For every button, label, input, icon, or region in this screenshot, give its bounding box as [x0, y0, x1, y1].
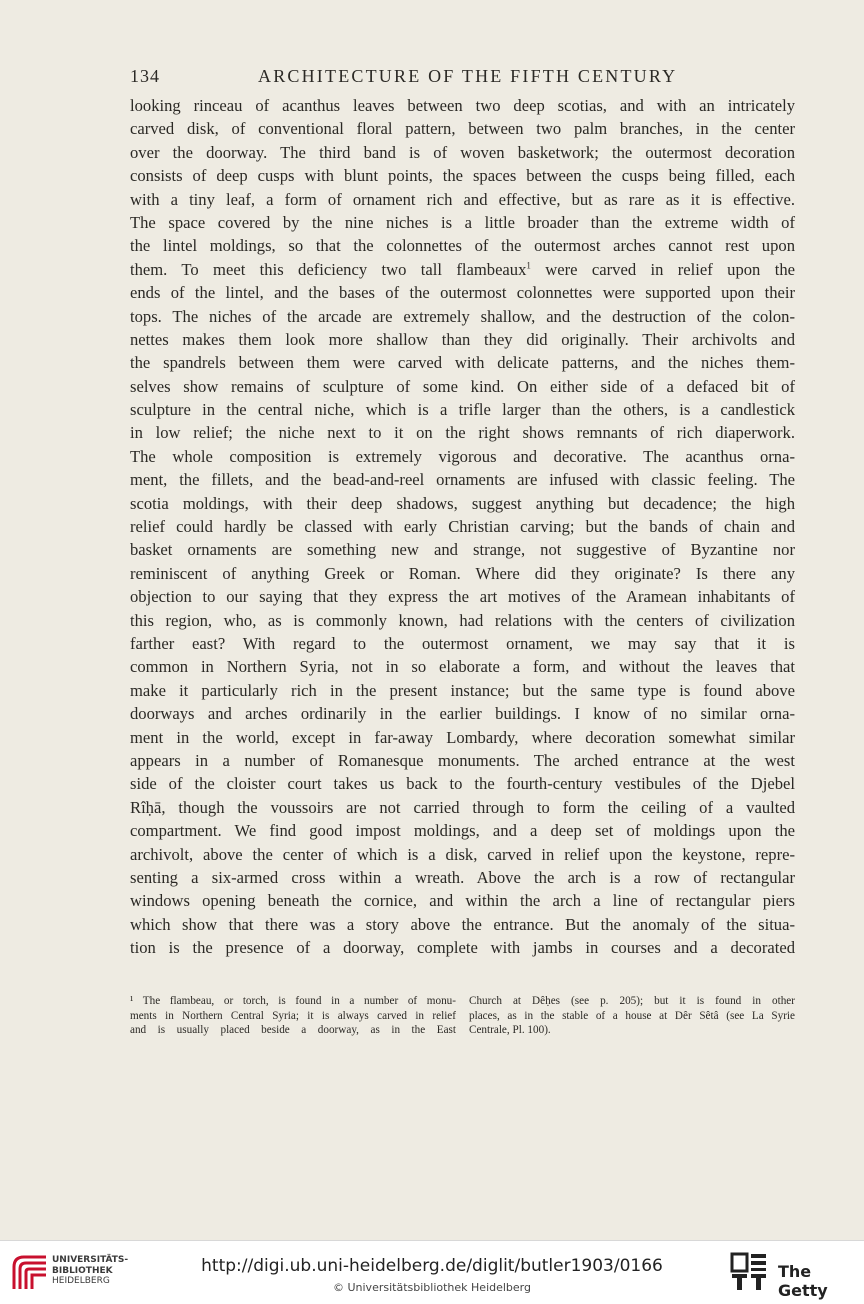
- running-header: [130, 66, 795, 90]
- library-name-line: HEIDELBERG: [52, 1276, 110, 1286]
- text-line: in low relief; the niche next to it on the right shows remnants of rich diaperwork.: [130, 423, 795, 443]
- text-line: the lintel moldings, so that the colonnettes of the outermost arches cannot rest upon: [130, 236, 795, 256]
- text-line: consists of deep cusps with blunt points, the spaces between the cusps being filled, each: [130, 166, 795, 186]
- text-line: side of the cloister court takes us back to the fourth-century vestibules of the Djebel: [130, 774, 795, 794]
- permalink-url[interactable]: http://digi.ub.uni-heidelberg.de/diglit/butler1903/0166: [201, 1256, 663, 1276]
- text-line: relief could hardly be classed with early Christian carving; but the bands of chain and: [130, 517, 795, 537]
- text-line: scotia moldings, with their deep shadows, suggest anything but decadence; the high: [130, 493, 795, 513]
- footnote-line: places, as in the stable of a house at Dêr Sêtâ (see La Syrie: [469, 1009, 795, 1022]
- text-line: senting a six-armed cross within a wreath. Above the arch is a row of rectangular: [130, 867, 795, 887]
- text-line: the spandrels between them were carved with delicate patterns, and the niches them-: [130, 353, 795, 373]
- footnote-line: ments in Northern Central Syria; it is always carved in relief: [130, 1009, 456, 1022]
- text-line: appears in a number of Romanesque monuments. The arched entrance at the west: [130, 750, 795, 770]
- text-line: looking rinceau of acanthus leaves between two deep scotias, and with an intricately: [130, 96, 795, 115]
- text-line: compartment. We find good impost moldings, and a deep set of moldings upon the: [130, 821, 795, 841]
- text-line: The whole composition is extremely vigorous and decorative. The acanthus orna-: [130, 446, 795, 466]
- text-line: over the doorway. The third band is of woven basketwork; the outermost decoration: [130, 142, 795, 162]
- text-line: tops. The niches of the arcade are extremely shallow, and the destruction of the colon-: [130, 306, 795, 326]
- library-name-line: UNIVERSITÄTS-: [52, 1255, 129, 1265]
- text-line: nettes makes them look more shallow than they did originally. Their archivolts and: [130, 329, 795, 349]
- footnote-column-left: [130, 994, 456, 1038]
- text-line: which show that there was a story above the entrance. But the anomaly of the situa-: [130, 914, 795, 934]
- text-line: common in Northern Syria, not in so elaborate a form, and without the leaves that: [130, 657, 795, 677]
- text-line: ment in the world, except in far-away Lombardy, where decoration somewhat similar: [130, 727, 795, 747]
- text-segment: were carved in relief upon the: [530, 259, 796, 279]
- text-line: this region, who, as is commonly known, had relations with the centers of civilization: [130, 610, 795, 630]
- footnote-line: Centrale, Pl. 100).: [469, 1024, 551, 1037]
- text-line: ends of the lintel, and the bases of the outermost colonnettes were supported upon their: [130, 283, 795, 303]
- copyright-notice: © Universitätsbibliothek Heidelberg: [332, 1281, 531, 1294]
- text-line: farther east? With regard to the outermost ornament, we may say that it is: [130, 633, 795, 653]
- text-line: doorways and arches ordinarily in the earlier buildings. I know of no similar orna-: [130, 704, 795, 724]
- text-line: windows opening beneath the cornice, and within the arch a line of rectangular piers: [130, 891, 795, 911]
- text-line: Rîḥā, though the voussoirs are not carried through to form the ceiling of a vaulted: [130, 797, 795, 817]
- text-line: selves show remains of sculpture of some kind. On either side of a defaced bit of: [130, 376, 795, 396]
- text-line: basket ornaments are something new and strange, not suggestive of Byzantine nor: [130, 540, 795, 560]
- running-title: ARCHITECTURE OF THE FIFTH CENTURY: [258, 66, 678, 86]
- body-text: [130, 94, 795, 959]
- text-line: ment, the fillets, and the bead-and-reel ornaments are infused with classic feeling. The: [130, 470, 795, 490]
- text-line: sculpture in the central niche, which is a trifle larger than the others, is a candlestick: [130, 400, 795, 420]
- footnote-line: ¹ The flambeau, or torch, is found in a number of monu-: [130, 995, 456, 1007]
- library-name-line: BIBLIOTHEK: [52, 1265, 113, 1276]
- text-line: The space covered by the nine niches is a little broader than the extreme width of: [130, 212, 795, 232]
- text-segment: them. To meet this deficiency two tall flambeaux: [130, 259, 527, 279]
- text-line: reminiscent of anything Greek or Roman. Where did they originate? Is there any: [130, 563, 795, 583]
- footnote-line: and is usually placed beside a doorway, as in the East: [130, 1024, 456, 1037]
- page-number: 134: [130, 66, 160, 86]
- text-line: archivolt, above the center of which is a disk, carved in relief upon the keystone, repre-: [130, 844, 795, 864]
- text-line-with-footnote: [130, 258, 795, 281]
- getty-logo-icon[interactable]: [730, 1252, 768, 1292]
- text-line: make it particularly rich in the present instance; but the same type is found above: [130, 680, 795, 700]
- footnote-column-right: [469, 994, 795, 1038]
- text-line: objection to our saying that they express the art motives of the Aramean inhabitants of: [130, 587, 795, 607]
- text-line: tion is the presence of a doorway, complete with jambs in courses and a decorated: [130, 938, 795, 958]
- text-line: carved disk, of conventional floral pattern, between two palm branches, in the center: [130, 119, 795, 139]
- text-line: with a tiny leaf, a form of ornament rich and effective, but as rare as it is effective.: [130, 189, 795, 209]
- digitization-footer: [0, 1240, 864, 1304]
- footnote-line: Church at Dêḥes (see p. 205); but it is found in other: [469, 995, 795, 1007]
- footnote-reference[interactable]: 1: [526, 260, 531, 271]
- getty-name: The Getty: [778, 1262, 828, 1300]
